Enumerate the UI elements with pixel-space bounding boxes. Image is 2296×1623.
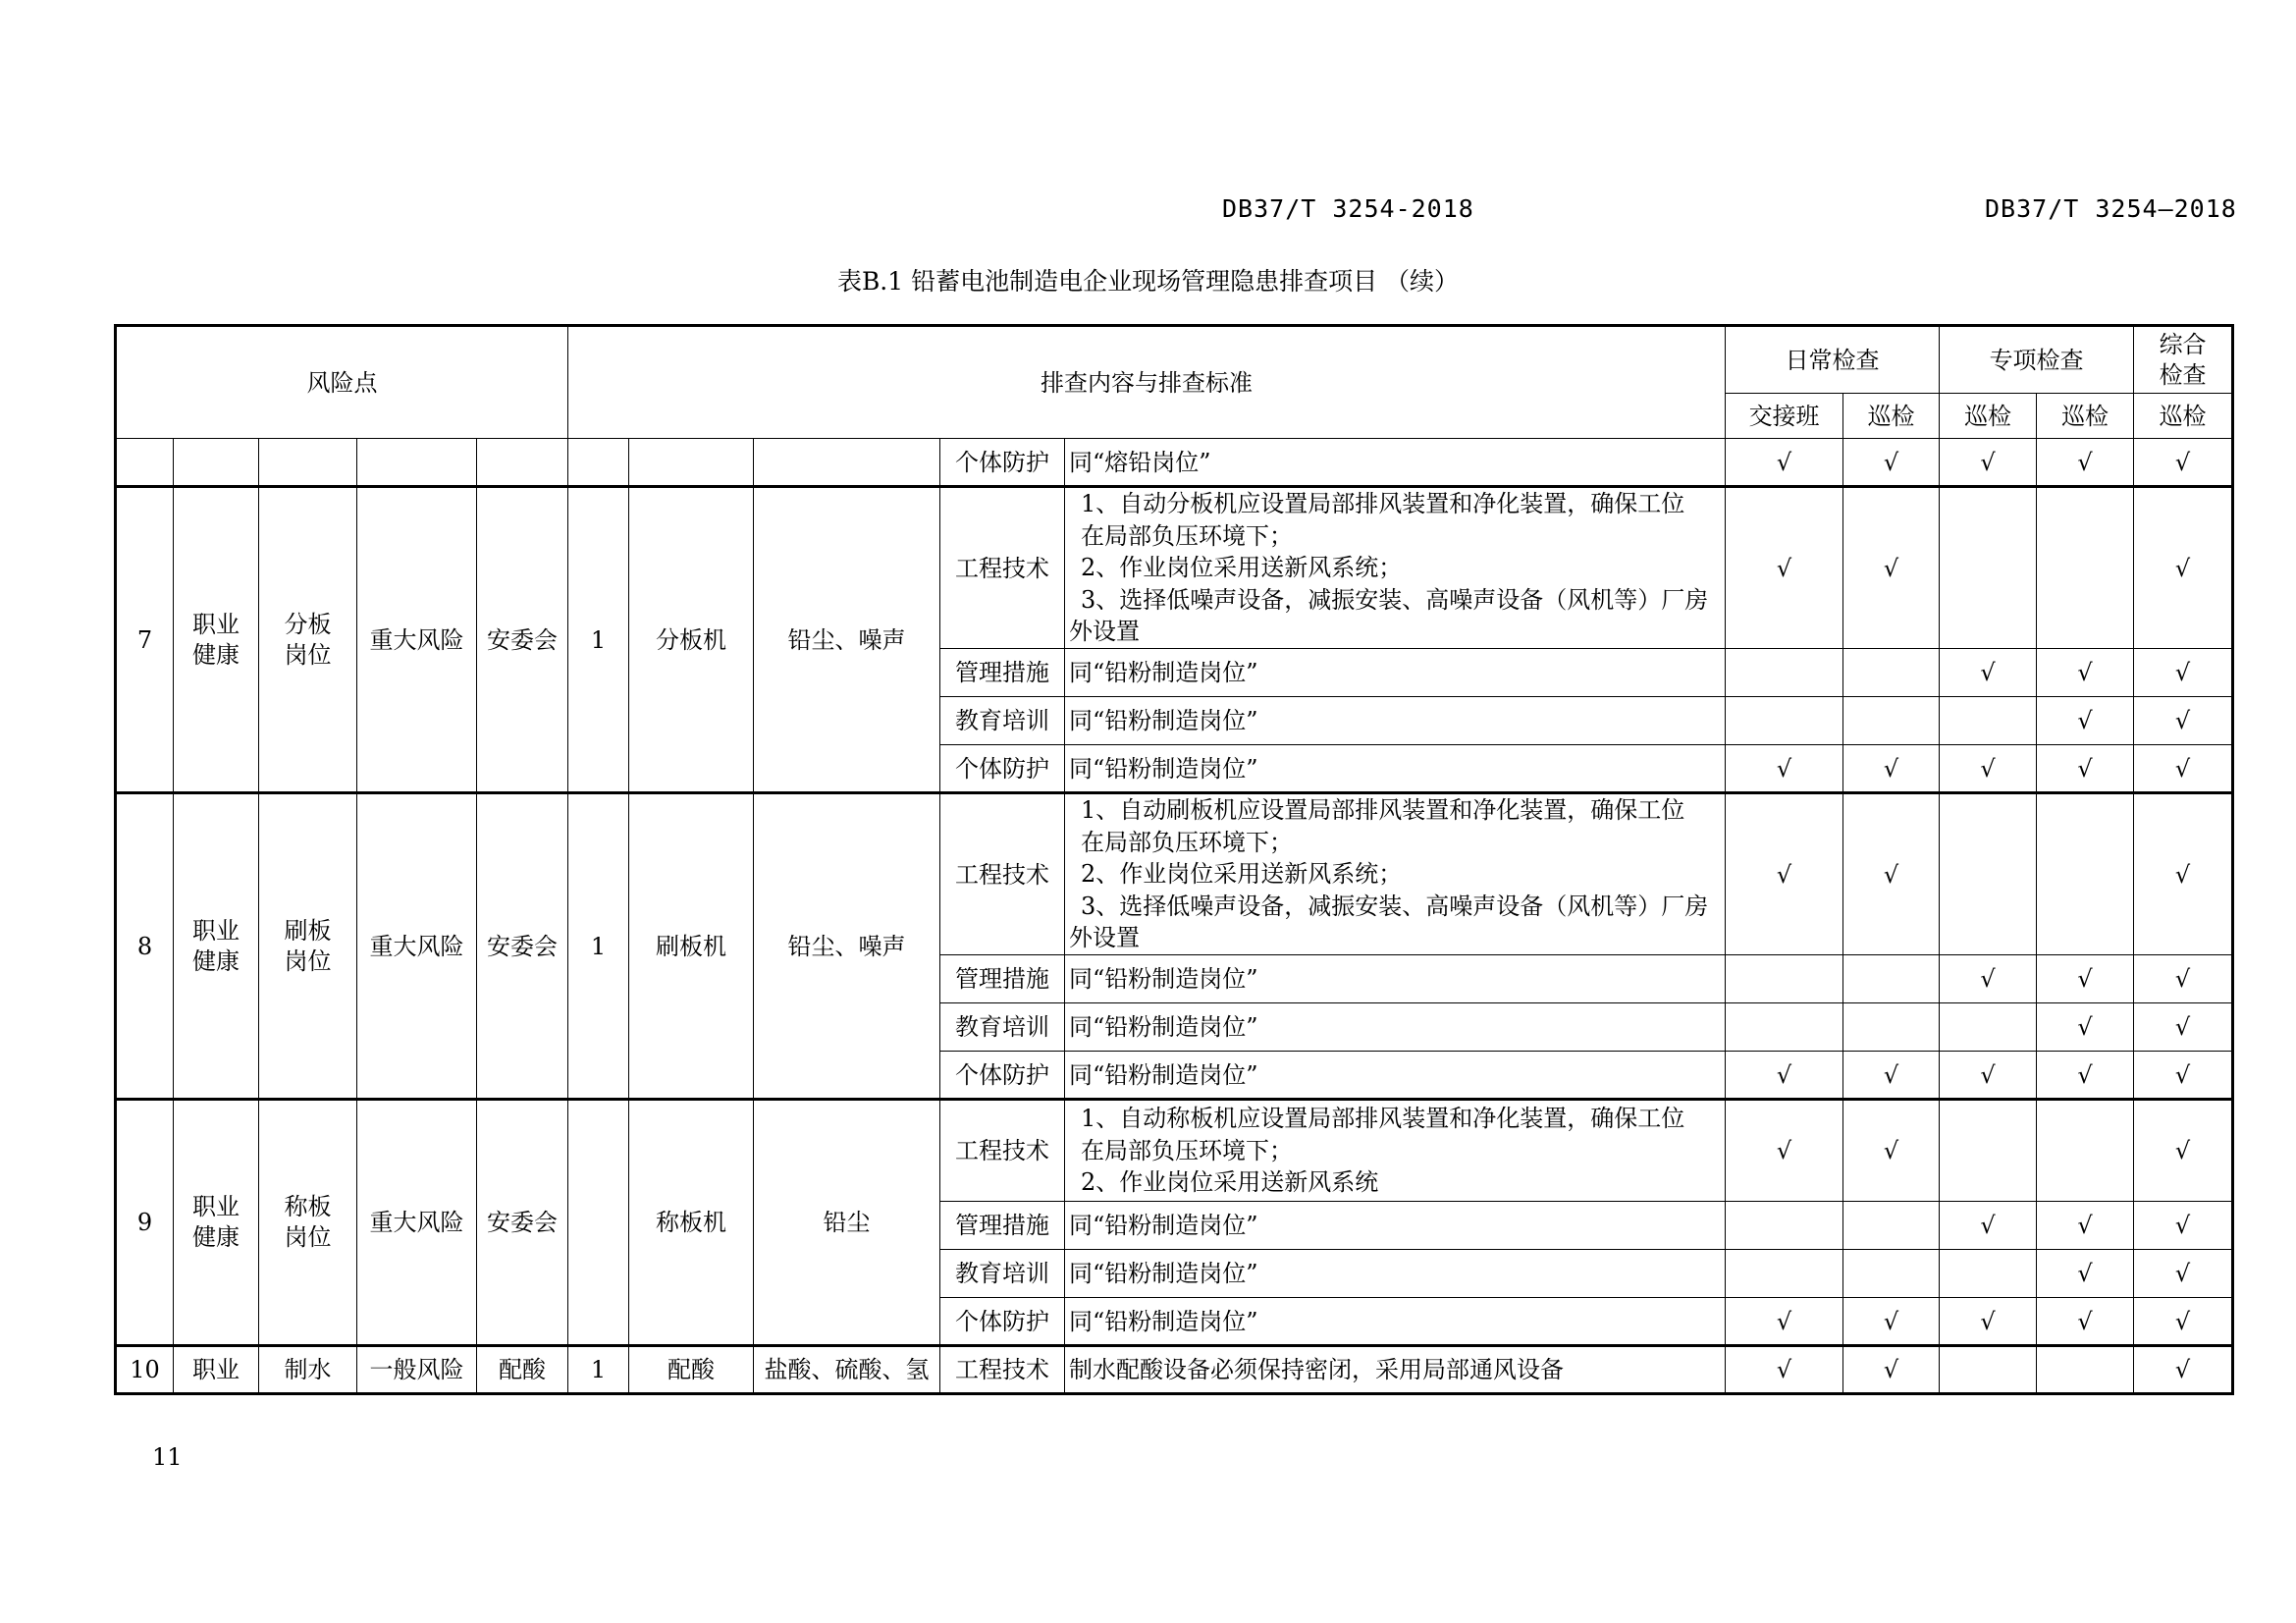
category-cell: 工程技术 [940,793,1065,955]
check-mark: √ [1940,1052,2037,1100]
content-cell [1065,1298,1726,1346]
document-code-left: DB37/T 3254-2018 [1222,194,1474,223]
post-name-text: 刷板岗位 [284,916,332,975]
check-mark [1726,1003,1843,1052]
content-line: 1、自动分板机应设置局部排风装置和净化装置，确保工位 [1081,490,1685,518]
check-mark [1843,955,1940,1003]
check-mark: √ [2134,745,2233,793]
category-cell: 管理措施 [940,955,1065,1003]
content-cell [1065,1052,1726,1100]
check-mark [2037,793,2134,955]
check-mark [1843,697,1940,745]
equipment-name: 称板机 [629,1100,754,1346]
header-risk-point: 风险点 [116,326,568,439]
row-number: 8 [116,793,174,1100]
check-mark: √ [2134,955,2233,1003]
content-cell [1065,1003,1726,1052]
post-name [259,793,357,1100]
empty-cell [259,439,357,487]
check-mark [2037,1100,2134,1202]
category-cell: 管理措施 [940,1202,1065,1250]
check-mark: √ [1726,793,1843,955]
check-mark: √ [2134,1250,2233,1298]
header-patrol: 巡检 [1843,394,1940,439]
category-cell: 个体防护 [940,1052,1065,1100]
check-mark: √ [2134,1003,2233,1052]
content-cell: 同“熔铅岗位” [1065,439,1726,487]
table-row [116,1346,2233,1394]
check-mark: √ [1843,439,1940,487]
table-row [116,439,2233,487]
content-line: 制水配酸设备必须保持密闭，采用局部通风设备 [1069,1356,1565,1383]
check-mark: √ [1726,439,1843,487]
check-mark: √ [1940,439,2037,487]
header-content-standard: 排查内容与排查标准 [568,326,1726,439]
header-special-check: 专项检查 [1940,326,2134,394]
content-line: 2、作业岗位采用送新风系统； [1081,860,1403,889]
check-mark [1940,1100,2037,1202]
check-mark: √ [2037,745,2134,793]
check-mark: √ [2037,1298,2134,1346]
content-cell [1065,649,1726,697]
check-mark [1726,955,1843,1003]
check-mark: √ [1843,1298,1940,1346]
category-cell: 教育培训 [940,697,1065,745]
post-name-text: 制水 [284,1355,332,1383]
check-mark [1940,1346,2037,1394]
check-mark [1843,1250,1940,1298]
content-line: 3、选择低噪声设备，减振安装、高噪声设备（风机等）厂房 [1081,892,1709,920]
content-cell [1065,745,1726,793]
empty-cell [116,439,174,487]
check-mark: √ [1843,1052,1940,1100]
check-mark: √ [2134,649,2233,697]
check-mark [1726,1202,1843,1250]
category-cell: 教育培训 [940,1250,1065,1298]
header-comprehensive-check [2134,326,2233,394]
page-number: 11 [152,1443,183,1471]
check-mark: √ [1940,1202,2037,1250]
check-mark: √ [1940,649,2037,697]
risk-level: 重大风险 [357,1100,477,1346]
check-mark: √ [2037,439,2134,487]
content-line: 同“铅粉制造岗位” [1069,1013,1258,1041]
content-line: 1、自动称板机应设置局部排风装置和净化装置，确保工位 [1081,1105,1685,1133]
check-mark: √ [1726,1052,1843,1100]
content-line: 在局部负压环境下； [1081,828,1294,856]
category-cell: 个体防护 [940,1298,1065,1346]
check-mark: √ [2134,1100,2233,1202]
check-mark: √ [1843,1100,1940,1202]
check-mark [2037,487,2134,649]
risk-type [174,487,259,793]
empty-cell [754,439,940,487]
content-line: 外设置 [1069,618,1141,646]
content-line: 同“铅粉制造岗位” [1069,965,1258,993]
responsible-dept: 安委会 [477,487,568,793]
category-cell: 教育培训 [940,1003,1065,1052]
content-cell [1065,1250,1726,1298]
check-mark [1843,1202,1940,1250]
category-cell: 个体防护 [940,745,1065,793]
quantity: 1 [568,1346,629,1394]
content-cell [1065,697,1726,745]
check-mark: √ [1726,1100,1843,1202]
check-mark: √ [2134,487,2233,649]
table-row [116,1100,2233,1202]
content-line: 同“铅粉制造岗位” [1069,707,1258,734]
equipment-name: 分板机 [629,487,754,793]
content-line: 2、作业岗位采用送新风系统； [1081,554,1403,582]
table-row [116,487,2233,649]
check-mark: √ [1726,745,1843,793]
content-line: 在局部负压环境下； [1081,521,1294,550]
header-patrol: 巡检 [2134,394,2233,439]
content-cell [1065,487,1726,649]
check-mark: √ [1726,1298,1843,1346]
check-mark: √ [2134,1202,2233,1250]
check-mark: √ [1843,793,1940,955]
risk-level: 一般风险 [357,1346,477,1394]
header-daily-check: 日常检查 [1726,326,1940,394]
content-line: 同“铅粉制造岗位” [1069,1060,1258,1089]
header-patrol: 巡检 [2037,394,2134,439]
responsible-dept: 安委会 [477,793,568,1100]
hazard-factor: 铅尘 [754,1100,940,1346]
check-mark [1940,1003,2037,1052]
check-mark [1940,793,2037,955]
check-mark: √ [2134,793,2233,955]
check-mark [1940,1250,2037,1298]
table-body [116,439,2233,1394]
risk-type-text: 职业 [192,1355,240,1383]
hazard-factor: 铅尘、噪声 [754,487,940,793]
check-mark: √ [1940,955,2037,1003]
empty-cell [477,439,568,487]
content-line: 同“铅粉制造岗位” [1069,1212,1258,1239]
check-mark: √ [2134,439,2233,487]
quantity: 1 [568,793,629,1100]
risk-type-text: 职业健康 [192,1193,240,1251]
content-cell [1065,1202,1726,1250]
check-mark: √ [2037,697,2134,745]
hazard-factor: 铅尘、噪声 [754,793,940,1100]
category-cell: 工程技术 [940,1346,1065,1394]
hazard-factor: 盐酸、硫酸、氢 [754,1346,940,1394]
content-line: 同“铅粉制造岗位” [1069,1307,1258,1335]
risk-type-text: 职业健康 [192,610,240,669]
check-mark [1843,649,1940,697]
document-code-right: DB37/T 3254—2018 [1985,194,2237,223]
equipment-name: 刷板机 [629,793,754,1100]
empty-cell [174,439,259,487]
check-mark: √ [2037,1052,2134,1100]
content-cell [1065,955,1726,1003]
post-name [259,1100,357,1346]
table-row [116,793,2233,955]
check-mark: √ [2037,1003,2134,1052]
check-mark [1843,1003,1940,1052]
content-line: 同“铅粉制造岗位” [1069,754,1258,783]
check-mark: √ [1726,487,1843,649]
table-caption: 表B.1 铅蓄电池制造电企业现场管理隐患排查项目 （续） [836,267,1460,296]
risk-type [174,1346,259,1394]
check-mark: √ [2134,1298,2233,1346]
check-mark: √ [2134,1052,2233,1100]
content-cell [1065,793,1726,955]
inspection-table [114,324,2234,1395]
category-cell: 工程技术 [940,1100,1065,1202]
responsible-dept: 配酸 [477,1346,568,1394]
risk-type [174,1100,259,1346]
check-mark: √ [2037,649,2134,697]
content-cell [1065,1346,1726,1394]
header-comprehensive-check-text: 综合检查 [2159,330,2207,389]
row-number: 9 [116,1100,174,1346]
empty-cell [568,439,629,487]
check-mark [1940,697,2037,745]
quantity [568,1100,629,1346]
content-line: 外设置 [1069,924,1141,952]
check-mark: √ [1843,487,1940,649]
check-mark: √ [2037,1202,2134,1250]
check-mark [1726,697,1843,745]
check-mark: √ [2134,697,2233,745]
check-mark: √ [1940,1298,2037,1346]
content-line: 同“铅粉制造岗位” [1069,1260,1258,1287]
check-mark [1726,1250,1843,1298]
content-cell [1065,1100,1726,1202]
quantity: 1 [568,487,629,793]
content-line: 在局部负压环境下； [1081,1136,1294,1164]
check-mark [1940,487,2037,649]
check-mark: √ [2134,1346,2233,1394]
check-mark: √ [2037,955,2134,1003]
check-mark: √ [2037,1250,2134,1298]
category-cell: 个体防护 [940,439,1065,487]
category-cell: 工程技术 [940,487,1065,649]
post-name [259,487,357,793]
empty-cell [357,439,477,487]
equipment-name: 配酸 [629,1346,754,1394]
post-name [259,1346,357,1394]
post-name-text: 称板岗位 [284,1193,332,1251]
content-line: 同“铅粉制造岗位” [1069,659,1258,686]
content-line: 3、选择低噪声设备，减振安装、高噪声设备（风机等）厂房 [1081,585,1709,614]
content-line: 2、作业岗位采用送新风系统 [1081,1168,1379,1197]
post-name-text: 分板岗位 [284,610,332,669]
content-line: 1、自动刷板机应设置局部排风装置和净化装置，确保工位 [1081,796,1685,825]
header-patrol: 巡检 [1940,394,2037,439]
header-handover: 交接班 [1726,394,1843,439]
empty-cell [629,439,754,487]
check-mark: √ [1940,745,2037,793]
check-mark: √ [1726,1346,1843,1394]
risk-level: 重大风险 [357,793,477,1100]
category-cell: 管理措施 [940,649,1065,697]
check-mark: √ [1843,1346,1940,1394]
risk-type [174,793,259,1100]
row-number: 10 [116,1346,174,1394]
risk-level: 重大风险 [357,487,477,793]
risk-type-text: 职业健康 [192,916,240,975]
check-mark [1726,649,1843,697]
check-mark [2037,1346,2134,1394]
responsible-dept: 安委会 [477,1100,568,1346]
check-mark: √ [1843,745,1940,793]
row-number: 7 [116,487,174,793]
